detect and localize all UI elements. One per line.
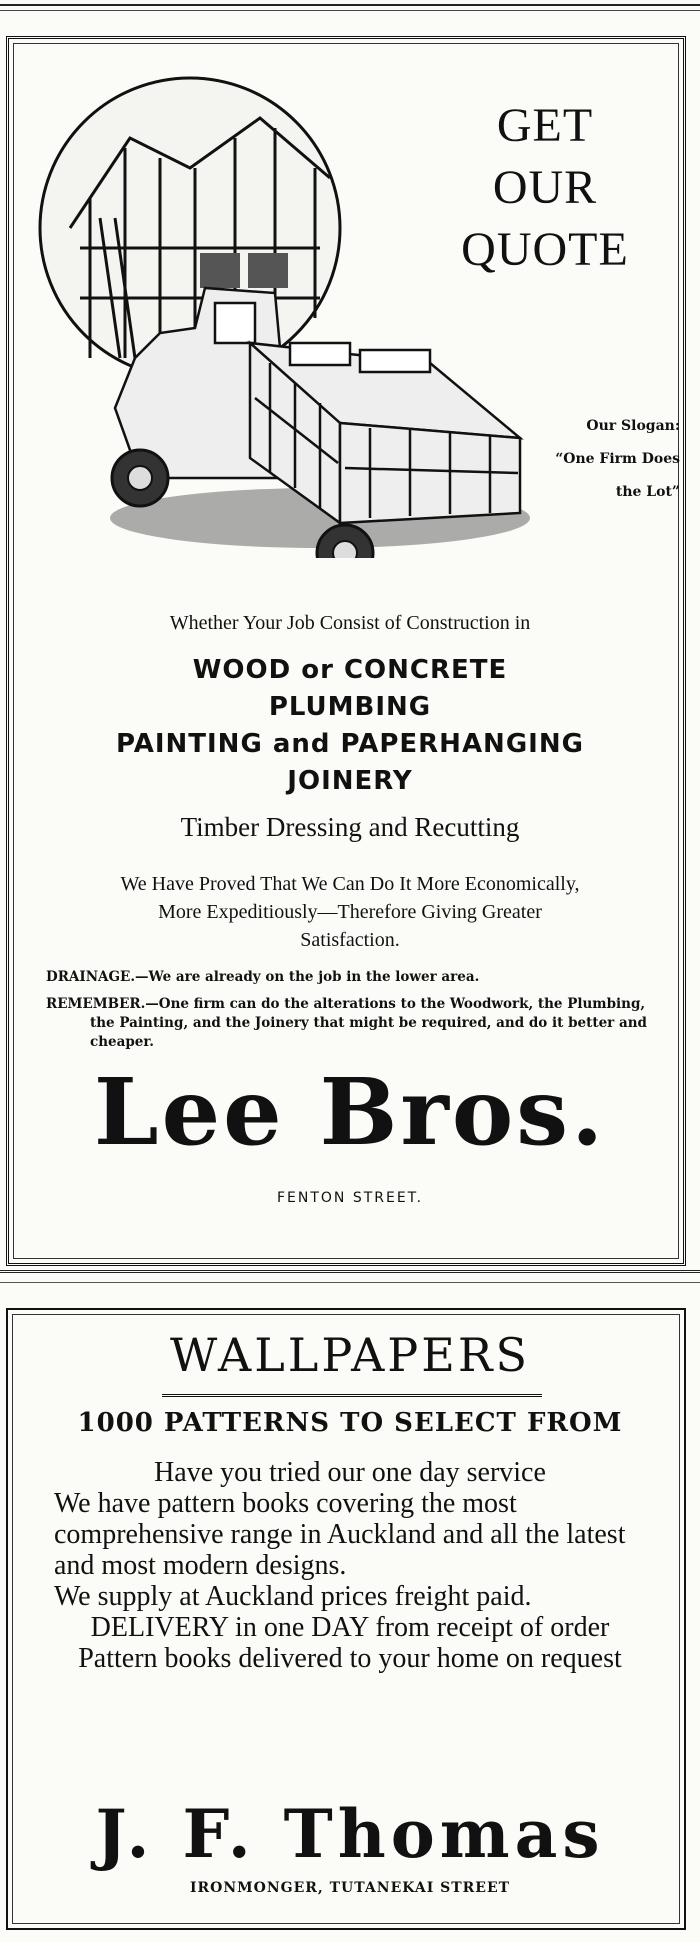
proved-line: We Have Proved That We Can Do It More Economically, bbox=[120, 873, 580, 895]
title-underline bbox=[162, 1394, 542, 1397]
delivery-line: DELIVERY in one DAY from receipt of order bbox=[90, 1612, 610, 1643]
notes bbox=[46, 968, 672, 1060]
top-rule bbox=[0, 4, 700, 6]
ad-divider bbox=[0, 1270, 700, 1273]
get-our-quote-headline bbox=[440, 95, 650, 281]
remember-note: REMEMBER.—One firm can do the alterations to the Woodwork, the Plumbing, the Painting, and the Joinery that might be required, and do it better and cheaper. bbox=[46, 996, 647, 1050]
service-item: WOOD or CONCRETE bbox=[192, 655, 508, 685]
wallpapers-body bbox=[54, 1457, 646, 1674]
pattern-books-line: We have pattern books covering the most comprehensive range in Auckland and all the latest and most modern designs. bbox=[54, 1488, 626, 1581]
patterns-heading: 1000 PATTERNS TO SELECT FROM bbox=[77, 1408, 623, 1438]
one-day-service-line: Have you tried our one day service bbox=[154, 1457, 546, 1488]
ad-divider-thin bbox=[0, 1282, 700, 1283]
slogan-label: Our Slogan: bbox=[586, 418, 680, 434]
jf-thomas-firm-name: J. F. Thomas bbox=[95, 1795, 605, 1873]
slogan-line: “One Firm Does bbox=[555, 451, 680, 467]
services-list bbox=[0, 652, 700, 800]
proved-line: Satisfaction. bbox=[300, 929, 400, 951]
proved-paragraph bbox=[40, 870, 660, 954]
proved-line: More Expeditiously—Therefore Giving Greater bbox=[158, 901, 542, 923]
fenton-street-address: FENTON STREET. bbox=[276, 1190, 424, 1206]
auckland-prices-line: We supply at Auckland prices freight paid. bbox=[54, 1581, 532, 1612]
tutanekai-street-address: IRONMONGER, TUTANEKAI STREET bbox=[189, 1880, 511, 1896]
intro-text: Whether Your Job Consist of Construction in bbox=[169, 612, 531, 634]
service-item: PLUMBING bbox=[268, 692, 432, 722]
home-delivery-line: Pattern books delivered to your home on request bbox=[78, 1643, 622, 1674]
lee-bros-firm-name: Lee Bros. bbox=[93, 1058, 607, 1166]
slogan bbox=[555, 410, 680, 509]
service-item: JOINERY bbox=[287, 766, 413, 796]
service-item: PAINTING and PAPERHANGING bbox=[116, 729, 584, 759]
top-rule-thin bbox=[0, 10, 700, 11]
headline-line: QUOTE bbox=[461, 223, 629, 276]
drainage-note: DRAINAGE.—We are already on the job in the lower area. bbox=[46, 969, 480, 985]
headline-line: OUR bbox=[492, 161, 598, 214]
wallpapers-title: WALLPAPERS bbox=[170, 1328, 530, 1382]
slogan-line: the Lot” bbox=[615, 484, 680, 500]
timber-dressing-line: Timber Dressing and Recutting bbox=[180, 812, 520, 842]
headline-line: GET bbox=[496, 99, 594, 152]
